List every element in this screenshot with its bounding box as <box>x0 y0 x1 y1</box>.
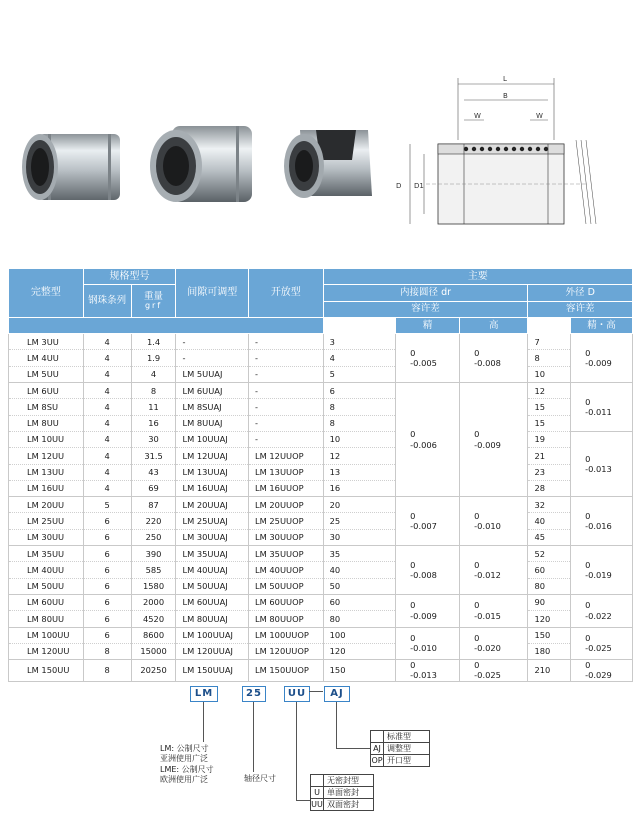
tol-lower: -0.022 <box>585 610 612 621</box>
cell-adjustable: LM 50UUAJ <box>176 578 249 594</box>
header-high: 高 <box>460 317 528 333</box>
cell-model: LM 6UU <box>9 383 84 399</box>
seal-option-code: U <box>311 787 324 798</box>
cell-ball-rows: 4 <box>83 366 131 382</box>
cell-ball-rows: 4 <box>83 448 131 464</box>
tol-lower: -0.007 <box>410 521 437 532</box>
cell-adjustable: LM 80UUAJ <box>176 611 249 627</box>
tol-lower: -0.013 <box>410 670 437 681</box>
table-row <box>9 594 633 610</box>
header-weight-unit: grf <box>144 300 163 310</box>
cell-open: LM 25UUOP <box>248 513 323 529</box>
table-row <box>9 546 633 562</box>
header-precision-high: 精・高 <box>571 317 633 333</box>
tol-upper: 0 <box>585 559 591 570</box>
cell-inner-dia: 120 <box>323 643 396 659</box>
table-row <box>9 643 633 659</box>
header-outer-dia: 外径 D <box>528 285 633 301</box>
cell-ball-rows: 6 <box>83 627 131 643</box>
cell-open: LM 12UUOP <box>248 448 323 464</box>
cell-adjustable: LM 13UUAJ <box>176 464 249 480</box>
tol-upper: 0 <box>585 660 591 671</box>
header-adjustable: 间隙可调型 <box>176 269 249 318</box>
tol-lower: -0.015 <box>474 610 501 621</box>
cell-weight: 390 <box>131 546 176 562</box>
cell-dr-tol-precision <box>396 660 460 682</box>
cell-adjustable: - <box>176 334 249 350</box>
header-precision: 精 <box>396 317 460 333</box>
table-row <box>9 611 633 627</box>
cell-ball-rows: 4 <box>83 399 131 415</box>
cell-d-tol <box>571 383 633 432</box>
cell-weight: 4520 <box>131 611 176 627</box>
cell-dr-tol-high <box>460 627 528 660</box>
cell-d-tol <box>571 497 633 546</box>
cell-weight: 4 <box>131 366 176 382</box>
cell-inner-dia: 8 <box>323 415 396 431</box>
tol-lower: -0.012 <box>474 569 501 580</box>
cell-model: LM 40UU <box>9 562 84 578</box>
tol-upper: 0 <box>410 632 416 643</box>
tol-upper: 0 <box>585 600 591 611</box>
type-option-label: 标准型 <box>387 732 411 741</box>
tol-upper: 0 <box>410 660 416 671</box>
type-option <box>371 754 429 766</box>
table-row <box>9 350 633 366</box>
cell-inner-dia: 20 <box>323 497 396 513</box>
cell-d-tol <box>571 627 633 660</box>
dim-L: L <box>503 75 507 83</box>
cell-inner-dia: 25 <box>323 513 396 529</box>
table-row <box>9 513 633 529</box>
spec-table <box>8 268 633 682</box>
table-row <box>9 497 633 513</box>
cell-ball-rows: 6 <box>83 578 131 594</box>
cell-adjustable: LM 120UUAJ <box>176 643 249 659</box>
tol-lower: -0.025 <box>474 670 501 681</box>
cell-model: LM 5UU <box>9 366 84 382</box>
cell-open: - <box>248 399 323 415</box>
cell-weight: 20250 <box>131 660 176 682</box>
code-aj: AJ <box>324 686 350 702</box>
tol-lower: -0.013 <box>585 464 612 475</box>
code-lm: LM <box>190 686 218 702</box>
tol-lower: -0.009 <box>410 610 437 621</box>
cell-adjustable: LM 60UUAJ <box>176 594 249 610</box>
cell-weight: 1.4 <box>131 334 176 350</box>
cell-adjustable: LM 8SUAJ <box>176 399 249 415</box>
cell-model: LM 4UU <box>9 350 84 366</box>
cell-outer-dia: 180 <box>528 643 571 659</box>
cell-inner-dia: 40 <box>323 562 396 578</box>
tol-lower: -0.010 <box>474 521 501 532</box>
header-ball-rows: 钢珠条列 <box>83 285 131 318</box>
tol-lower: -0.011 <box>585 407 612 418</box>
cell-ball-rows: 6 <box>83 513 131 529</box>
cell-d-tol <box>571 431 633 496</box>
cell-outer-dia: 210 <box>528 660 571 682</box>
tol-upper: 0 <box>410 429 416 440</box>
cell-inner-dia: 50 <box>323 578 396 594</box>
cell-adjustable: LM 12UUAJ <box>176 448 249 464</box>
seal-option-label: 双面密封 <box>327 800 359 809</box>
tol-upper: 0 <box>474 510 480 521</box>
cell-outer-dia: 52 <box>528 546 571 562</box>
product-photo-open <box>276 122 376 204</box>
cell-ball-rows: 4 <box>83 350 131 366</box>
table-row <box>9 415 633 431</box>
table-row <box>9 464 633 480</box>
cell-dr-tol-high <box>460 660 528 682</box>
seal-option <box>311 786 373 798</box>
cell-open: LM 120UUOP <box>248 643 323 659</box>
cell-outer-dia: 10 <box>528 366 571 382</box>
cell-weight: 43 <box>131 464 176 480</box>
cell-model: LM 60UU <box>9 594 84 610</box>
cell-model: LM 25UU <box>9 513 84 529</box>
cell-dr-tol-precision <box>396 334 460 383</box>
cell-dr-tol-precision <box>396 594 460 627</box>
cell-model: LM 80UU <box>9 611 84 627</box>
cell-inner-dia: 10 <box>323 431 396 447</box>
cell-ball-rows: 6 <box>83 611 131 627</box>
table-row <box>9 529 633 545</box>
cell-inner-dia: 3 <box>323 334 396 350</box>
cell-adjustable: LM 40UUAJ <box>176 562 249 578</box>
cell-open: LM 30UUOP <box>248 529 323 545</box>
lm-desc-line2: 亚洲使用广泛 <box>160 753 208 763</box>
cell-dr-tol-precision <box>396 383 460 497</box>
cell-inner-dia: 16 <box>323 480 396 496</box>
cell-weight: 585 <box>131 562 176 578</box>
table-row <box>9 383 633 399</box>
tol-lower: -0.020 <box>474 643 501 654</box>
cell-dr-tol-precision <box>396 627 460 660</box>
tol-lower: -0.029 <box>585 670 612 681</box>
code-size: 25 <box>242 686 266 702</box>
cell-weight: 8600 <box>131 627 176 643</box>
cell-outer-dia: 7 <box>528 334 571 350</box>
seal-option <box>311 798 373 810</box>
cell-adjustable: LM 30UUAJ <box>176 529 249 545</box>
tol-lower: -0.009 <box>585 358 612 369</box>
cell-ball-rows: 6 <box>83 594 131 610</box>
cell-dr-tol-high <box>460 546 528 595</box>
seal-option-code <box>311 775 324 786</box>
table-row <box>9 480 633 496</box>
product-photo-adjustable <box>146 120 256 210</box>
cell-dr-tol-high <box>460 594 528 627</box>
table-row <box>9 431 633 447</box>
cell-ball-rows: 8 <box>83 643 131 659</box>
cell-dr-tol-precision <box>396 497 460 546</box>
dim-W-right: W <box>536 112 543 120</box>
cell-inner-dia: 12 <box>323 448 396 464</box>
cell-open: LM 35UUOP <box>248 546 323 562</box>
cell-open: LM 150UUOP <box>248 660 323 682</box>
cell-model: LM 8UU <box>9 415 84 431</box>
cell-inner-dia: 150 <box>323 660 396 682</box>
lme-desc-line2: 欧洲使用广泛 <box>160 774 208 784</box>
cell-outer-dia: 19 <box>528 431 571 447</box>
cell-open: LM 13UUOP <box>248 464 323 480</box>
cell-inner-dia: 8 <box>323 399 396 415</box>
cell-weight: 30 <box>131 431 176 447</box>
cell-open: LM 20UUOP <box>248 497 323 513</box>
cell-ball-rows: 5 <box>83 497 131 513</box>
cell-weight: 15000 <box>131 643 176 659</box>
cell-weight: 31.5 <box>131 448 176 464</box>
tol-lower: -0.019 <box>585 569 612 580</box>
cell-model: LM 10UU <box>9 431 84 447</box>
cell-dr-tol-high <box>460 497 528 546</box>
cell-dr-tol-precision <box>396 546 460 595</box>
table-row <box>9 366 633 382</box>
cell-model: LM 100UU <box>9 627 84 643</box>
cell-ball-rows: 4 <box>83 415 131 431</box>
cell-model: LM 13UU <box>9 464 84 480</box>
cell-weight: 1580 <box>131 578 176 594</box>
type-option <box>371 731 429 742</box>
cell-ball-rows: 8 <box>83 660 131 682</box>
lm-description <box>160 744 214 784</box>
cell-inner-dia: 30 <box>323 529 396 545</box>
cell-open: LM 50UUOP <box>248 578 323 594</box>
cell-adjustable: LM 5UUAJ <box>176 366 249 382</box>
dimension-drawing <box>386 70 626 240</box>
cell-adjustable: LM 35UUAJ <box>176 546 249 562</box>
cell-outer-dia: 45 <box>528 529 571 545</box>
cell-outer-dia: 120 <box>528 611 571 627</box>
cell-open: - <box>248 383 323 399</box>
cell-weight: 250 <box>131 529 176 545</box>
header-tolerance-dr: 容许差 <box>323 301 528 317</box>
cell-ball-rows: 6 <box>83 529 131 545</box>
type-option-label: 调整型 <box>387 744 411 753</box>
tol-upper: 0 <box>410 600 416 611</box>
tol-upper: 0 <box>410 559 416 570</box>
header-main: 主要 <box>323 269 632 285</box>
tol-upper: 0 <box>585 453 591 464</box>
cell-open: LM 100UUOP <box>248 627 323 643</box>
seal-option <box>311 775 373 786</box>
cell-adjustable: LM 10UUAJ <box>176 431 249 447</box>
cell-outer-dia: 23 <box>528 464 571 480</box>
tol-upper: 0 <box>474 559 480 570</box>
seal-option-label: 无密封型 <box>327 776 359 785</box>
cell-outer-dia: 15 <box>528 399 571 415</box>
tol-upper: 0 <box>474 600 480 611</box>
cell-weight: 69 <box>131 480 176 496</box>
cell-inner-dia: 35 <box>323 546 396 562</box>
cell-inner-dia: 6 <box>323 383 396 399</box>
code-uu: UU <box>284 686 310 702</box>
cell-ball-rows: 6 <box>83 546 131 562</box>
seal-option-code: UU <box>311 800 323 809</box>
cell-weight: 8 <box>131 383 176 399</box>
header-inner-dia: 内接圆径 dr <box>323 285 528 301</box>
cell-outer-dia: 32 <box>528 497 571 513</box>
cell-inner-dia: 13 <box>323 464 396 480</box>
cell-outer-dia: 150 <box>528 627 571 643</box>
dim-D1: D1 <box>414 182 424 190</box>
type-option-code <box>371 731 384 742</box>
cell-open: - <box>248 350 323 366</box>
table-row <box>9 562 633 578</box>
type-option-code: AJ <box>371 743 384 754</box>
cell-ball-rows: 4 <box>83 334 131 350</box>
cell-ball-rows: 4 <box>83 464 131 480</box>
cell-weight: 1.9 <box>131 350 176 366</box>
tol-upper: 0 <box>474 660 480 671</box>
tol-lower: -0.016 <box>585 521 612 532</box>
tol-upper: 0 <box>410 510 416 521</box>
dim-D: D <box>396 182 402 190</box>
tol-upper: 0 <box>585 347 591 358</box>
tol-upper: 0 <box>585 396 591 407</box>
cell-weight: 220 <box>131 513 176 529</box>
cell-d-tol <box>571 334 633 383</box>
tol-upper: 0 <box>585 510 591 521</box>
cell-open: - <box>248 334 323 350</box>
table-row <box>9 334 633 350</box>
cell-ball-rows: 4 <box>83 431 131 447</box>
cell-open: LM 16UUOP <box>248 480 323 496</box>
cell-open: - <box>248 431 323 447</box>
table-row <box>9 660 633 682</box>
cell-adjustable: LM 20UUAJ <box>176 497 249 513</box>
tol-upper: 0 <box>585 632 591 643</box>
cell-model: LM 3UU <box>9 334 84 350</box>
type-option <box>371 742 429 754</box>
cell-model: LM 16UU <box>9 480 84 496</box>
cell-dr-tol-high <box>460 383 528 497</box>
cell-weight: 2000 <box>131 594 176 610</box>
cell-adjustable: LM 100UUAJ <box>176 627 249 643</box>
cell-open: LM 60UUOP <box>248 594 323 610</box>
cell-inner-dia: 5 <box>323 366 396 382</box>
table-row <box>9 448 633 464</box>
tol-lower: -0.006 <box>410 439 437 450</box>
cell-inner-dia: 60 <box>323 594 396 610</box>
dim-B: B <box>503 92 508 100</box>
cell-adjustable: LM 25UUAJ <box>176 513 249 529</box>
lm-desc-line1: LM: 公制尺寸 <box>160 744 209 753</box>
cell-outer-dia: 15 <box>528 415 571 431</box>
cell-d-tol <box>571 594 633 627</box>
tol-lower: -0.005 <box>410 358 437 369</box>
cell-model: LM 150UU <box>9 660 84 682</box>
lme-desc-line1: LME: 公制尺寸 <box>160 765 214 775</box>
cell-weight: 16 <box>131 415 176 431</box>
tol-lower: -0.008 <box>474 358 501 369</box>
tol-lower: -0.008 <box>410 569 437 580</box>
cell-outer-dia: 60 <box>528 562 571 578</box>
cell-open: LM 80UUOP <box>248 611 323 627</box>
cell-weight: 87 <box>131 497 176 513</box>
header-weight <box>131 285 176 318</box>
tol-lower: -0.025 <box>585 643 612 654</box>
cell-outer-dia: 80 <box>528 578 571 594</box>
type-option-code: OP <box>371 756 383 765</box>
seal-option-label: 单面密封 <box>327 788 359 797</box>
cell-adjustable: LM 16UUAJ <box>176 480 249 496</box>
dim-W-left: W <box>474 112 481 120</box>
cell-ball-rows: 4 <box>83 480 131 496</box>
cell-open: - <box>248 366 323 382</box>
cell-weight: 11 <box>131 399 176 415</box>
table-row <box>9 627 633 643</box>
cell-inner-dia: 100 <box>323 627 396 643</box>
header-weight-label: 重量 <box>144 291 164 303</box>
product-photo-closed <box>16 128 126 206</box>
header-complete-type: 完整型 <box>9 269 84 318</box>
cell-ball-rows: 6 <box>83 562 131 578</box>
shaft-size-label: 轴径尺寸 <box>244 774 276 783</box>
seal-options <box>310 774 374 811</box>
cell-open: LM 40UUOP <box>248 562 323 578</box>
cell-adjustable: LM 150UUAJ <box>176 660 249 682</box>
header-spec-model: 规格型号 <box>83 269 176 285</box>
type-options <box>370 730 430 767</box>
cell-outer-dia: 8 <box>528 350 571 366</box>
cell-model: LM 35UU <box>9 546 84 562</box>
cell-adjustable: LM 8UUAJ <box>176 415 249 431</box>
tol-upper: 0 <box>474 347 480 358</box>
cell-model: LM 50UU <box>9 578 84 594</box>
cell-outer-dia: 21 <box>528 448 571 464</box>
cell-outer-dia: 12 <box>528 383 571 399</box>
tol-upper: 0 <box>474 632 480 643</box>
tol-lower: -0.009 <box>474 439 501 450</box>
cell-ball-rows: 4 <box>83 383 131 399</box>
table-row <box>9 399 633 415</box>
tol-upper: 0 <box>474 429 480 440</box>
cell-model: LM 120UU <box>9 643 84 659</box>
tol-upper: 0 <box>410 347 416 358</box>
header-open: 开放型 <box>248 269 323 318</box>
cell-model: LM 20UU <box>9 497 84 513</box>
type-option-label: 开口型 <box>387 756 411 765</box>
cell-inner-dia: 80 <box>323 611 396 627</box>
cell-model: LM 30UU <box>9 529 84 545</box>
cell-dr-tol-high <box>460 334 528 383</box>
cell-adjustable: - <box>176 350 249 366</box>
cell-outer-dia: 28 <box>528 480 571 496</box>
cell-inner-dia: 4 <box>323 350 396 366</box>
cell-d-tol <box>571 660 633 682</box>
tol-lower: -0.010 <box>410 643 437 654</box>
table-row <box>9 578 633 594</box>
cell-d-tol <box>571 546 633 595</box>
header-tolerance-d: 容许差 <box>528 301 633 317</box>
cell-open: - <box>248 415 323 431</box>
cell-outer-dia: 90 <box>528 594 571 610</box>
cell-model: LM 12UU <box>9 448 84 464</box>
cell-adjustable: LM 6UUAJ <box>176 383 249 399</box>
cell-model: LM 8SU <box>9 399 84 415</box>
cell-outer-dia: 40 <box>528 513 571 529</box>
